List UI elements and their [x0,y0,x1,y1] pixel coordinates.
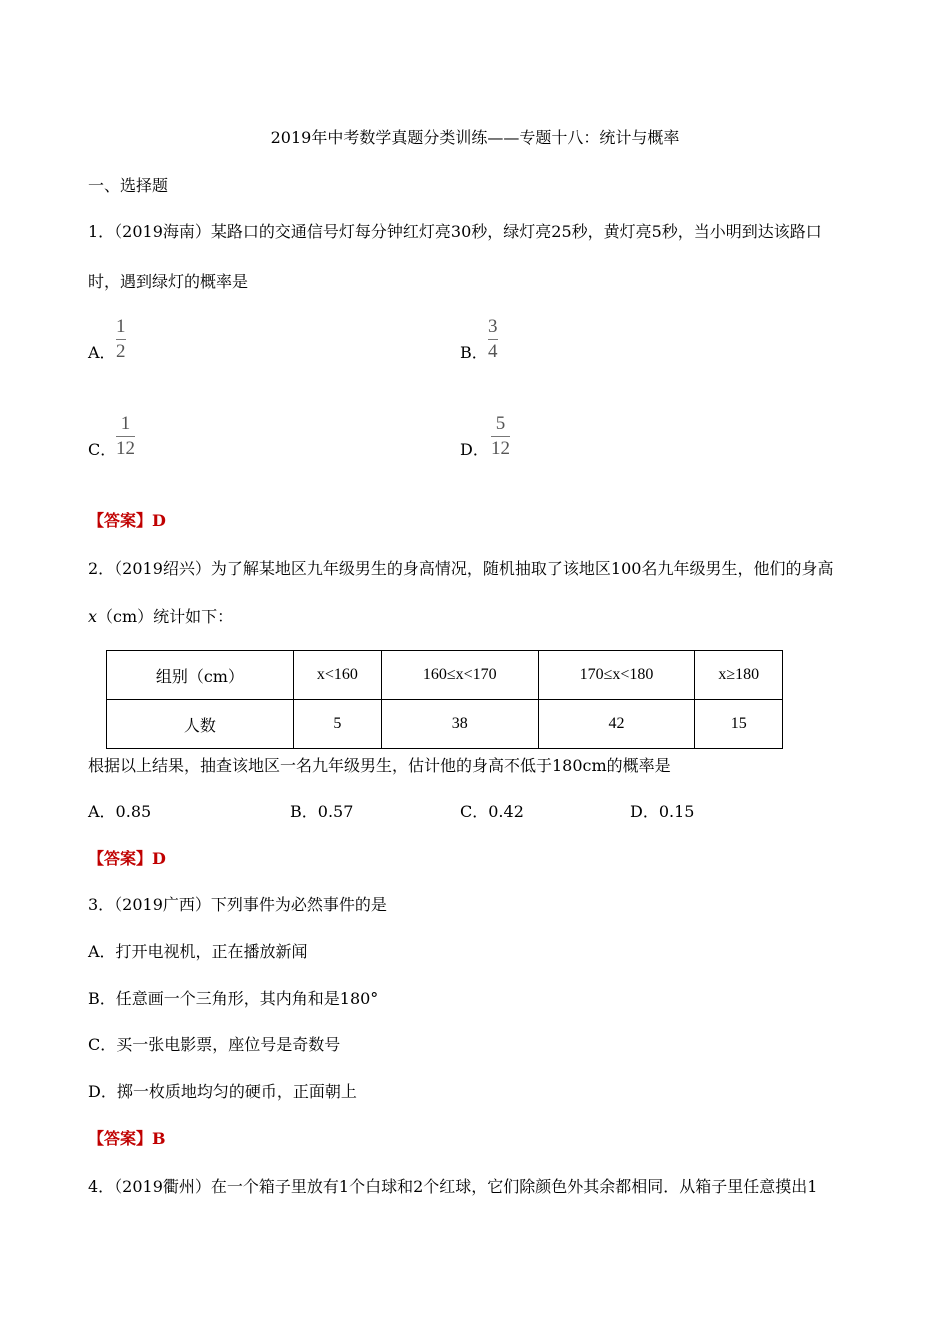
q1-option-a-fraction [116,316,126,363]
answer-label: 【答案】 [88,849,153,868]
section-heading: 一、选择题 [88,176,169,195]
answer-value: D [152,511,166,530]
q1-option-a-letter: A． [88,343,116,362]
table-cell: 42 [538,700,695,749]
q1-text-line1: 1．（2019海南）某路口的交通信号灯每分钟红灯亮30秒，绿灯亮25秒，黄灯亮5秒，当小明到达该路口 [88,222,822,241]
q1-text-line2: 时，遇到绿灯的概率是 [88,272,249,291]
table-cell: 5 [293,700,381,749]
table-cell: 15 [695,700,783,749]
table-cell: 38 [381,700,538,749]
q2-answer [88,849,166,869]
q1-answer [88,511,166,531]
document-title: 2019年中考数学真题分类训练——专题十八：统计与概率 [270,128,680,147]
fraction-denominator: 12 [116,438,135,459]
q2-option-a: A．0.85 [88,802,152,821]
q3-option-c: C．买一张电影票，座位号是奇数号 [88,1035,341,1054]
q1-option-b-fraction [488,316,498,363]
table-header-cell: 组别（cm） [107,651,294,700]
q1-option-d-fraction [491,413,510,460]
q3-option-a: A．打开电视机，正在播放新闻 [88,942,308,961]
fraction-bar [491,436,510,437]
q1-option-c-letter: C． [88,440,117,459]
height-statistics-table [106,650,783,749]
answer-value: D [152,849,166,868]
table-header-cell: x≥180 [695,651,783,700]
q1-option-d-letter: D． [460,440,489,459]
fraction-numerator: 1 [116,316,126,337]
table-header-cell: 170≤x<180 [538,651,695,700]
q2-option-c: C．0.42 [460,802,524,821]
fraction-denominator: 12 [491,438,510,459]
variable-x: x [88,607,98,626]
q2-option-d: D．0.15 [630,802,695,821]
fraction-denominator: 2 [116,341,126,362]
q3-answer [88,1129,166,1149]
fraction-bar [116,436,135,437]
q1-option-b-letter: B． [460,343,488,362]
table-header-cell: 160≤x<170 [381,651,538,700]
q2-text-line2-rest: （cm）统计如下： [97,607,234,626]
q2-text-line3: 根据以上结果，抽查该地区一名九年级男生，估计他的身高不低于180cm的概率是 [88,756,671,775]
answer-label: 【答案】 [88,1129,153,1148]
q2-option-b: B．0.57 [290,802,354,821]
fraction-numerator: 3 [488,316,498,337]
q3-option-b: B．任意画一个三角形，其内角和是180° [88,989,379,1008]
table-row [107,700,783,749]
fraction-denominator: 4 [488,341,498,362]
answer-label: 【答案】 [88,511,153,530]
fraction-bar [116,339,126,340]
q2-text-line1: 2．（2019绍兴）为了解某地区九年级男生的身高情况，随机抽取了该地区100名九年级男生，他们的身高 [88,559,834,578]
q3-option-d: D．掷一枚质地均匀的硬币，正面朝上 [88,1082,357,1101]
fraction-numerator: 5 [495,413,506,434]
table-cell: 人数 [107,700,294,749]
q1-option-c-fraction [116,413,135,460]
answer-value: B [152,1129,166,1148]
fraction-numerator: 1 [120,413,131,434]
table-header-cell: x<160 [293,651,381,700]
q2-text-line2 [88,607,233,627]
q3-text-line1: 3．（2019广西）下列事件为必然事件的是 [88,895,387,914]
q4-text-line1: 4．（2019衢州）在一个箱子里放有1个白球和2个红球，它们除颜色外其余都相同．从箱子里任意摸出1 [88,1177,818,1196]
table-row [107,651,783,700]
fraction-bar [488,339,498,340]
